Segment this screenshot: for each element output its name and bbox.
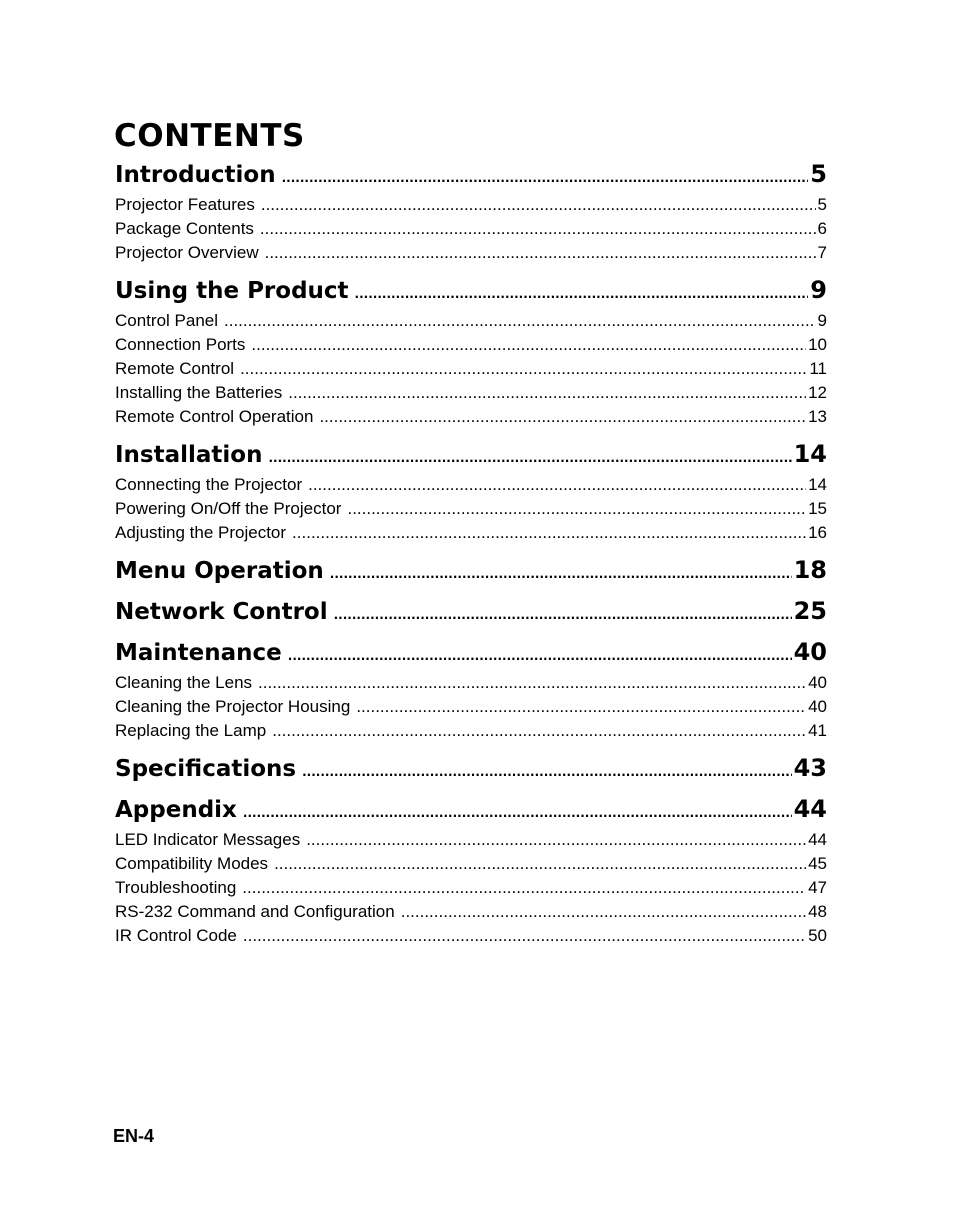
entry-title: LED Indicator Messages — [115, 830, 301, 849]
toc-section — [115, 271, 827, 429]
page-title: CONTENTS — [114, 118, 305, 154]
dot-leader — [288, 381, 806, 405]
dot-leader — [272, 719, 806, 743]
section-page-number: 5 — [810, 160, 827, 188]
entry-title: Cleaning the Projector Housing — [115, 697, 351, 716]
section-page-number: 9 — [810, 276, 827, 304]
entry-title: Installing the Batteries — [115, 383, 283, 402]
toc-entry[interactable] — [115, 217, 827, 241]
entry-title: Package Contents — [115, 219, 254, 238]
dot-leader — [265, 241, 816, 265]
dot-leader — [308, 473, 806, 497]
dot-leader — [274, 852, 806, 876]
entry-title: Remote Control Operation — [115, 407, 314, 426]
toc-subsection-list — [115, 671, 827, 743]
entry-title: Remote Control — [115, 359, 235, 378]
section-title: Specifications — [115, 756, 297, 782]
entry-page-number: 11 — [809, 359, 827, 378]
entry-title: IR Control Code — [115, 926, 237, 945]
toc-entry[interactable] — [115, 405, 827, 429]
toc-section-heading[interactable] — [115, 271, 827, 309]
dot-leader — [292, 521, 806, 545]
section-title: Menu Operation — [115, 558, 324, 584]
section-page-number: 44 — [793, 795, 827, 823]
entry-page-number: 16 — [808, 523, 827, 542]
entry-title: Control Panel — [115, 311, 219, 330]
dot-leader — [334, 596, 792, 634]
toc-section — [115, 155, 827, 265]
dot-leader — [260, 217, 816, 241]
entry-title: Compatibility Modes — [115, 854, 269, 873]
entry-page-number: 10 — [808, 335, 827, 354]
section-page-number: 40 — [793, 638, 827, 666]
toc-entry[interactable] — [115, 193, 827, 217]
entry-page-number: 13 — [808, 407, 827, 426]
entry-title: Connection Ports — [115, 335, 246, 354]
dot-leader — [240, 357, 807, 381]
toc-entry[interactable] — [115, 852, 827, 876]
section-title: Using the Product — [115, 278, 349, 304]
toc-entry[interactable] — [115, 828, 827, 852]
toc-section — [115, 749, 827, 787]
dot-leader — [356, 695, 806, 719]
toc-entry[interactable] — [115, 333, 827, 357]
toc-entry[interactable] — [115, 876, 827, 900]
toc-entry[interactable] — [115, 900, 827, 924]
dot-leader — [330, 555, 792, 593]
toc-entry[interactable] — [115, 309, 827, 333]
toc-subsection-list — [115, 309, 827, 429]
dot-leader — [251, 333, 806, 357]
dot-leader — [224, 309, 816, 333]
dot-leader — [258, 671, 806, 695]
toc-section — [115, 790, 827, 948]
entry-page-number: 44 — [808, 830, 827, 849]
toc-entry[interactable] — [115, 521, 827, 545]
toc-entry[interactable] — [115, 719, 827, 743]
section-title: Introduction — [115, 162, 276, 188]
dot-leader — [261, 193, 816, 217]
entry-title: Troubleshooting — [115, 878, 237, 897]
entry-page-number: 41 — [808, 721, 827, 740]
toc-section-heading[interactable] — [115, 592, 827, 630]
entry-page-number: 40 — [808, 697, 827, 716]
section-title: Installation — [115, 442, 263, 468]
section-page-number: 14 — [793, 440, 827, 468]
dot-leader — [288, 637, 792, 675]
entry-title: Replacing the Lamp — [115, 721, 267, 740]
toc-section — [115, 551, 827, 589]
section-title: Maintenance — [115, 640, 282, 666]
toc-entry[interactable] — [115, 695, 827, 719]
entry-page-number: 7 — [817, 243, 827, 262]
toc-entry[interactable] — [115, 241, 827, 265]
dot-leader — [268, 439, 791, 477]
entry-title: Projector Features — [115, 195, 255, 214]
entry-page-number: 47 — [808, 878, 827, 897]
entry-page-number: 48 — [808, 902, 827, 921]
dot-leader — [319, 405, 806, 429]
toc-section-heading[interactable] — [115, 790, 827, 828]
entry-title: Adjusting the Projector — [115, 523, 287, 542]
toc-entry[interactable] — [115, 924, 827, 948]
toc-section — [115, 633, 827, 743]
toc-section-heading[interactable] — [115, 633, 827, 671]
entry-title: Powering On/Off the Projector — [115, 499, 342, 518]
toc-entry[interactable] — [115, 381, 827, 405]
page-number-footer: EN-4 — [113, 1126, 155, 1146]
entry-page-number: 14 — [808, 475, 827, 494]
entry-page-number: 50 — [808, 926, 827, 945]
toc-section-heading[interactable] — [115, 155, 827, 193]
entry-title: Projector Overview — [115, 243, 259, 262]
toc-section-heading[interactable] — [115, 551, 827, 589]
entry-title: Connecting the Projector — [115, 475, 303, 494]
toc-entry[interactable] — [115, 357, 827, 381]
dot-leader — [401, 900, 806, 924]
dot-leader — [347, 497, 806, 521]
dot-leader — [302, 753, 792, 791]
entry-title: RS-232 Command and Configuration — [115, 902, 395, 921]
toc-entry[interactable] — [115, 671, 827, 695]
toc-section — [115, 592, 827, 630]
toc-section — [115, 435, 827, 545]
section-title: Appendix — [115, 797, 237, 823]
dot-leader — [282, 159, 809, 197]
section-page-number: 18 — [793, 556, 827, 584]
section-page-number: 25 — [793, 597, 827, 625]
entry-page-number: 5 — [817, 195, 827, 214]
entry-page-number: 45 — [808, 854, 827, 873]
dot-leader — [306, 828, 806, 852]
toc-section-heading[interactable] — [115, 749, 827, 787]
dot-leader — [242, 876, 806, 900]
dot-leader — [355, 275, 809, 313]
toc-subsection-list — [115, 828, 827, 948]
entry-page-number: 15 — [808, 499, 827, 518]
toc-subsection-list — [115, 473, 827, 545]
entry-page-number: 6 — [817, 219, 827, 238]
toc-subsection-list — [115, 193, 827, 265]
entry-title: Cleaning the Lens — [115, 673, 253, 692]
dot-leader — [243, 794, 792, 832]
table-of-contents — [115, 152, 827, 954]
section-page-number: 43 — [793, 754, 827, 782]
entry-page-number: 12 — [808, 383, 827, 402]
dot-leader — [243, 924, 806, 948]
entry-page-number: 40 — [808, 673, 827, 692]
toc-section-heading[interactable] — [115, 435, 827, 473]
toc-entry[interactable] — [115, 473, 827, 497]
toc-entry[interactable] — [115, 497, 827, 521]
entry-page-number: 9 — [817, 311, 827, 330]
section-title: Network Control — [115, 599, 328, 625]
